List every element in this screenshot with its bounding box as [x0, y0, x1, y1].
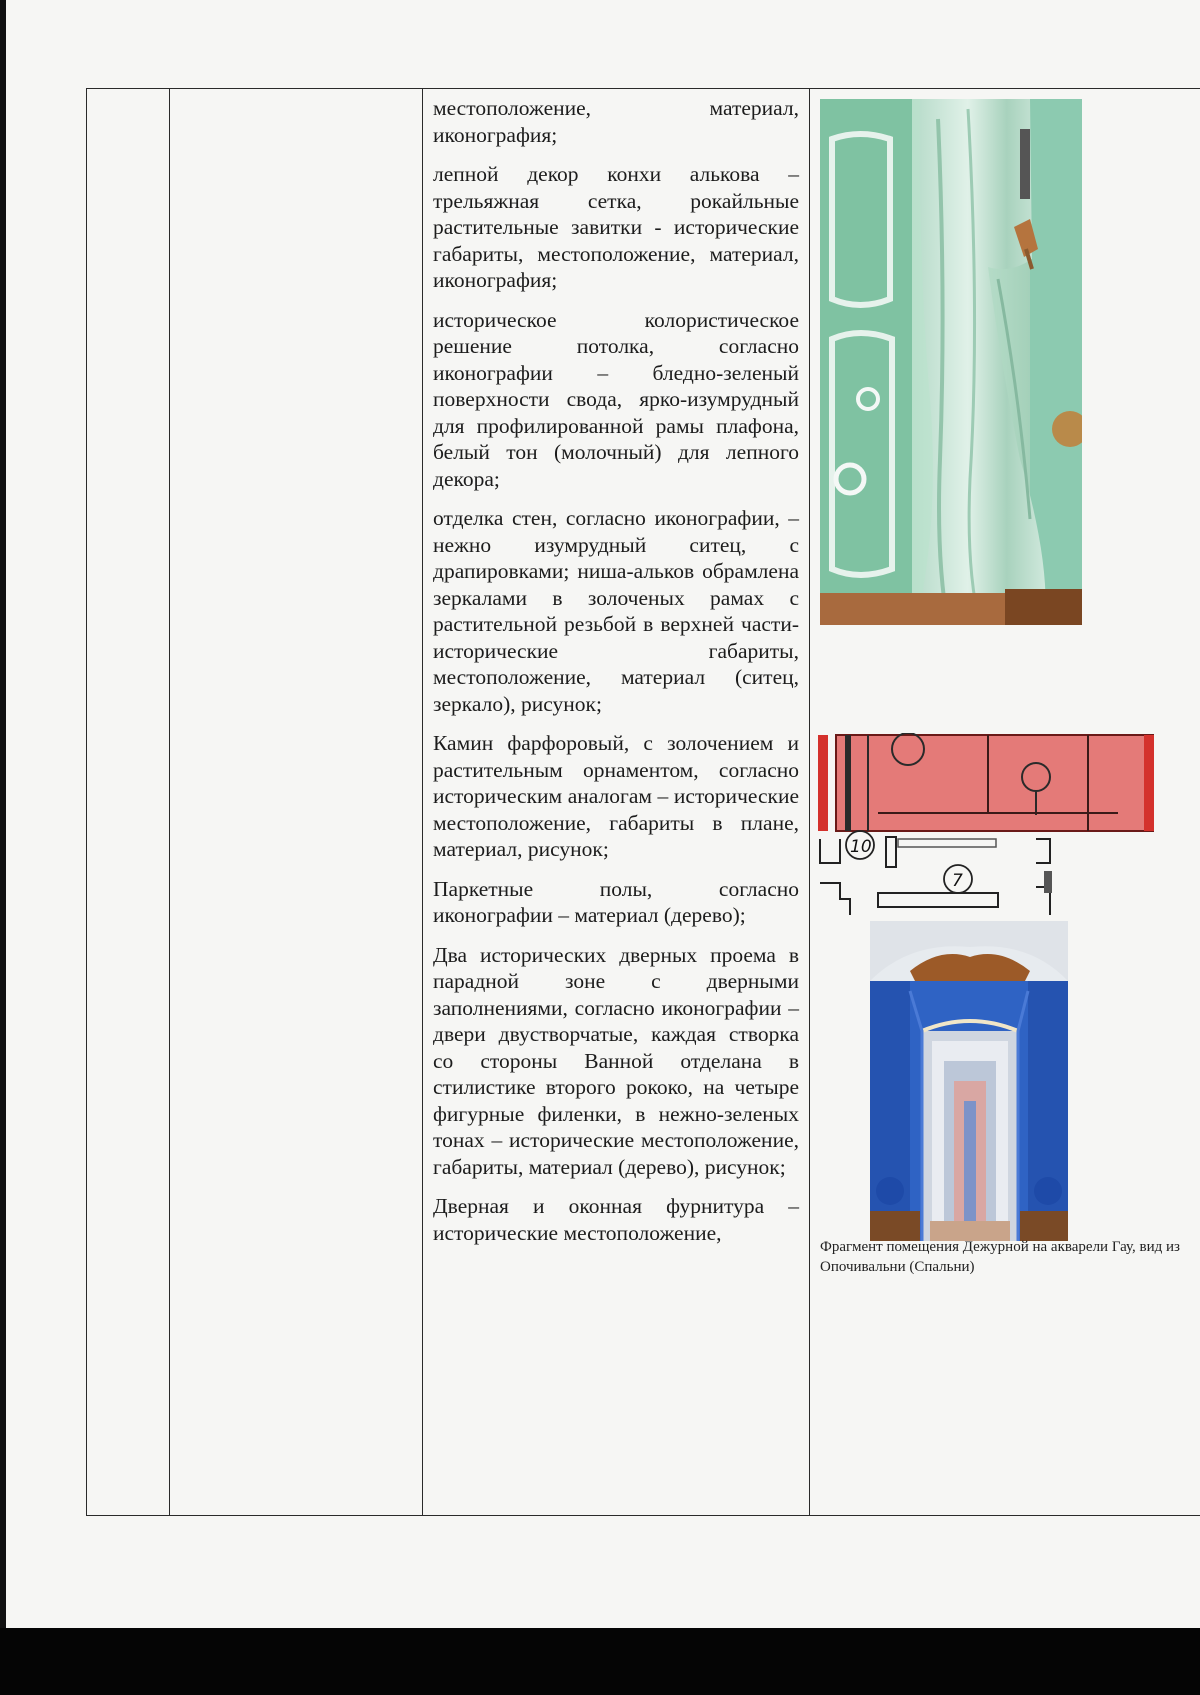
plan-room-label: 7: [952, 871, 963, 891]
table-row: [87, 89, 1200, 1516]
floor-plan-fragment: [818, 733, 1154, 915]
description-paragraph: Два исторических дверных проема в парадной зоне с дверными заполнениями, согласно иконографии – двери двустворчатые, каждая створка со стороны Ванной отделана в стилистике второго рококо, на четыре фигурные филенки, в нежно-зеленых тонах – исторические местоположение, габариты, материал (дерево), рисунок;: [433, 942, 799, 1179]
description-paragraph: Дверная и оконная фурнитура – исторические местоположение,: [433, 1194, 799, 1245]
illustration-caption: Фрагмент помещения Дежурной на акварели Гау, вид из Опочивальни (Спальни): [820, 1239, 1180, 1275]
element-cell: [170, 89, 423, 1516]
requirements-table: [86, 88, 1200, 1516]
description-paragraph: Камин фарфоровый, с золочением и растительным орнаментом, согласно историческим аналогам – исторические местоположение, габариты в плане, материал, рисунок;: [433, 731, 799, 861]
description-paragraph: историческое колористическое решение потолка, согласно иконографии – бледно-зеленый поверхности свода, ярко-изумрудный для профилированной рамы плафона, белый тон (молочный) для лепного декора;: [433, 307, 799, 491]
description-paragraph: отделка стен, согласно иконографии, – нежно изумрудный ситец, с драпировками; ниша-альков обрамлена зеркалами в золоченых рамах с растительной резьбой в верхней части- исторические габариты, местоположение, материал (ситец, зеркало), рисунок;: [433, 506, 799, 716]
plan-room-label: 10: [850, 837, 872, 857]
number-cell: [87, 89, 170, 1516]
curtain-illustration: [820, 99, 1082, 625]
description-paragraph: местоположение, материал, иконография;: [433, 96, 799, 147]
scan-edge-left: [0, 0, 6, 1640]
blue-room-illustration: [870, 921, 1068, 1241]
description-paragraph: лепной декор конхи алькова – трельяжная сетка, рокайльные растительные завитки - исторические габариты, местоположение, материал, иконография;: [433, 162, 799, 292]
description-paragraph: Паркетные полы, согласно иконографии – материал (дерево);: [433, 876, 799, 927]
scan-edge-bottom: [0, 1628, 1200, 1695]
illustration-cell: [810, 89, 1200, 1516]
description-cell: [423, 89, 810, 1516]
